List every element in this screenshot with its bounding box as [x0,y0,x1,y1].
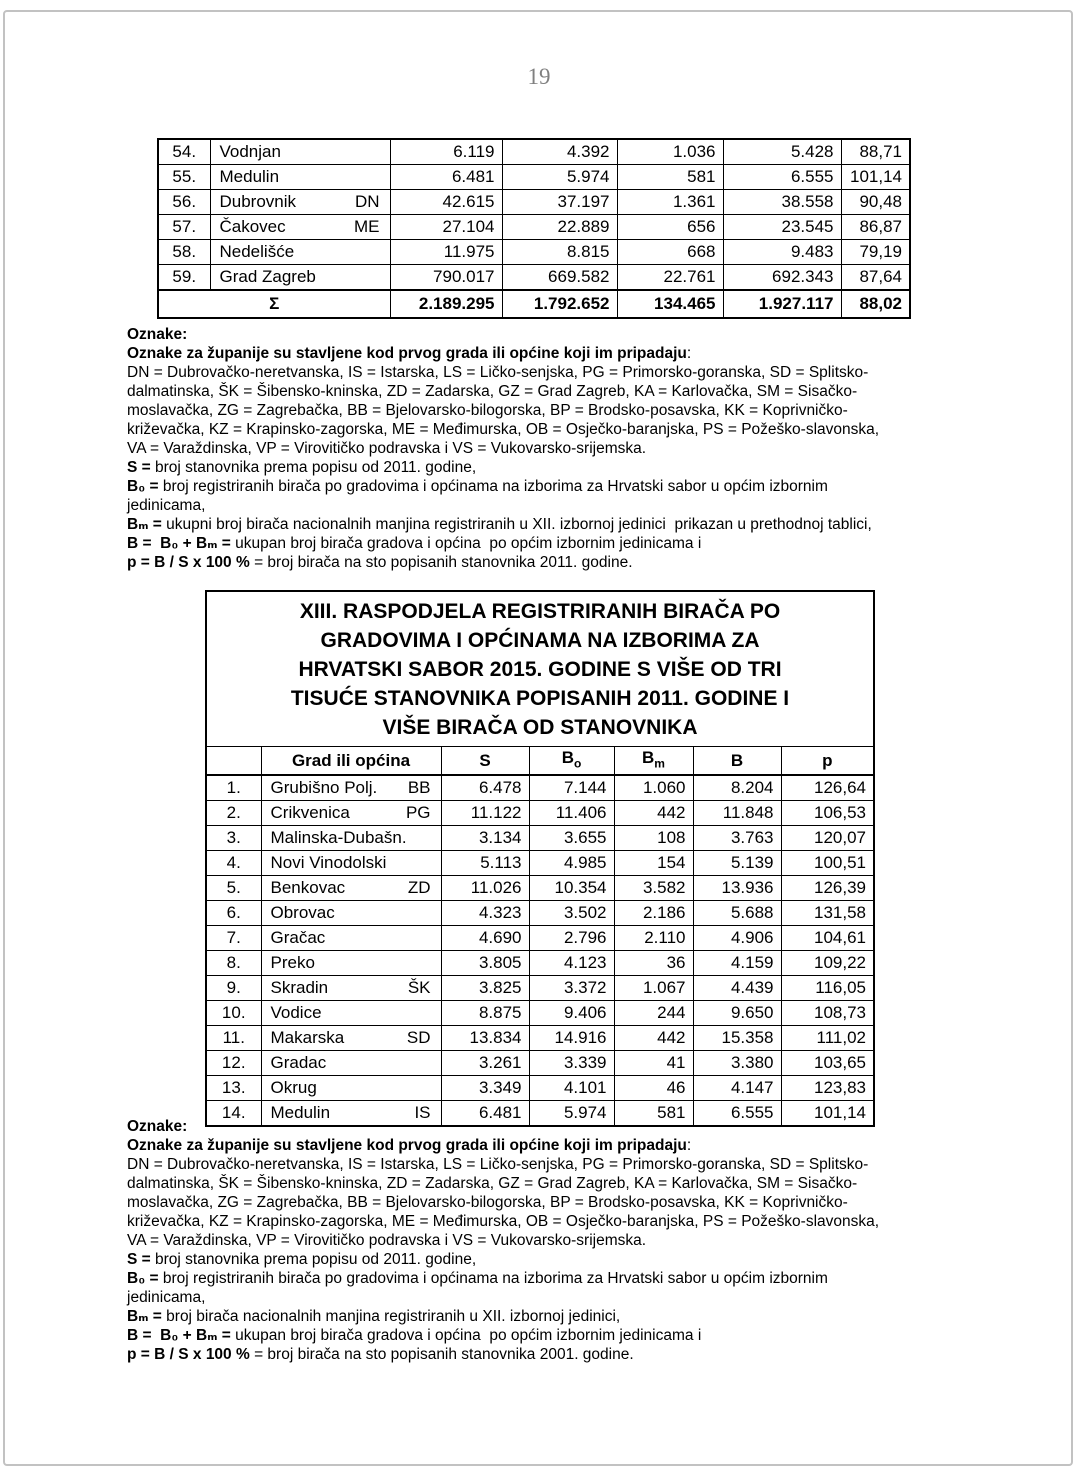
header-s: S [441,747,529,776]
value-b: 11.848 [693,801,781,826]
value-bm: 656 [617,215,723,240]
value-p: 88,71 [841,139,910,165]
city-name: Novi Vinodolski [270,853,387,873]
value-b0: 4.101 [529,1076,614,1101]
value-b: 5.139 [693,851,781,876]
sum-p: 88,02 [841,290,910,318]
city-cell [261,1076,441,1101]
header-empty [206,747,261,776]
value-p: 101,14 [781,1101,874,1127]
legend-line: S = broj stanovnika prema popisu od 2011. godine, [127,459,477,476]
table-row [206,801,874,826]
table-row [206,976,874,1001]
row-number: 5. [206,876,261,901]
legend-line: jedinicama, [127,1289,206,1306]
sum-bm: 134.465 [617,290,723,318]
value-bm: 108 [614,826,693,851]
value-bm: 1.060 [614,775,693,801]
value-p: 79,19 [841,240,910,265]
value-b0: 3.372 [529,976,614,1001]
city-name: Medulin [219,167,280,186]
header-city: Grad ili općina [261,747,441,776]
table-row [206,1076,874,1101]
row-number: 1. [206,775,261,801]
value-b: 4.159 [693,951,781,976]
legend-line: B = B₀ + Bₘ = ukupan broj birača gradova i općina po općim izbornim jedinicama i [127,535,702,552]
table-row [206,1051,874,1076]
row-number: 59. [158,265,210,291]
value-b: 8.204 [693,775,781,801]
city-cell [261,926,441,951]
value-bm: 46 [614,1076,693,1101]
value-b0: 14.916 [529,1026,614,1051]
city-name: Obrovac [270,903,335,923]
value-bm: 1.067 [614,976,693,1001]
value-b: 4.147 [693,1076,781,1101]
title-line: HRVATSKI SABOR 2015. GODINE S VIŠE OD TRI [298,657,782,681]
legend-line: dalmatinska, ŠK = Šibensko-kninska, ZD = Zadarska, GZ = Grad Zagreb, KA = Karlovačka, SM = Sisačko- [127,383,858,400]
value-s: 27.104 [390,215,502,240]
table-row [206,1001,874,1026]
county-code: BB [407,778,431,798]
value-b: 38.558 [723,190,841,215]
value-b0: 3.655 [529,826,614,851]
city-name: Medulin [270,1103,331,1123]
city-cell [261,976,441,1001]
value-s: 3.134 [441,826,529,851]
city-cell [261,951,441,976]
value-b0: 3.502 [529,901,614,926]
value-b0: 5.974 [529,1101,614,1127]
table-row [206,826,874,851]
legend-block-2 [127,1117,879,1364]
value-b0: 2.796 [529,926,614,951]
value-b: 9.483 [723,240,841,265]
value-b: 23.545 [723,215,841,240]
value-b: 9.650 [693,1001,781,1026]
value-bm: 2.110 [614,926,693,951]
value-b0: 5.974 [502,165,617,190]
value-b: 3.763 [693,826,781,851]
value-bm: 22.761 [617,265,723,291]
value-p: 108,73 [781,1001,874,1026]
value-b: 13.936 [693,876,781,901]
value-p: 104,61 [781,926,874,951]
value-s: 13.834 [441,1026,529,1051]
value-s: 3.349 [441,1076,529,1101]
legend-block-1 [127,325,879,572]
county-code: ZD [407,878,431,898]
table-row [206,775,874,801]
legend-line: Oznake za županije su stavljene kod prvog grada ili općine koji im pripadaju: [127,345,692,362]
value-bm: 1.036 [617,139,723,165]
table-row [158,165,910,190]
value-b0: 37.197 [502,190,617,215]
value-p: 120,07 [781,826,874,851]
city-name: Čakovec [219,217,286,236]
value-bm: 581 [614,1101,693,1127]
row-number: 55. [158,165,210,190]
city-cell [210,190,390,215]
city-name: Crikvenica [270,803,350,823]
city-cell [210,240,390,265]
header-bm: $B_m$ [614,747,693,776]
value-s: 4.323 [441,901,529,926]
value-p: 131,58 [781,901,874,926]
city-name: Dubrovnik [219,192,297,211]
value-s: 790.017 [390,265,502,291]
value-s: 6.119 [390,139,502,165]
city-name: Gračac [270,928,326,948]
row-number: 14. [206,1101,261,1127]
table-row [158,190,910,215]
city-name: Nedelišće [219,242,295,261]
row-number: 57. [158,215,210,240]
value-bm: 581 [617,165,723,190]
value-b: 5.688 [693,901,781,926]
table-row [206,901,874,926]
table-row [206,1026,874,1051]
row-number: 12. [206,1051,261,1076]
legend-line: p = B / S x 100 % = broj birača na sto popisanih stanovnika 2011. godine. [127,554,633,571]
row-number: 56. [158,190,210,215]
value-p: 86,87 [841,215,910,240]
row-number: 3. [206,826,261,851]
county-code: IS [414,1103,431,1123]
legend-line: križevačka, KZ = Krapinsko-zagorska, ME = Međimurska, OB = Osječko-baranjska, PS = Požeško-slavonska, [127,421,880,438]
value-b: 6.555 [723,165,841,190]
title-line: GRADOVIMA I OPĆINAMA NA IZBORIMA ZA [320,628,760,652]
legend-line: dalmatinska, ŠK = Šibensko-kninska, ZD = Zadarska, GZ = Grad Zagreb, KA = Karlovačka, SM = Sisačko- [127,1175,858,1192]
city-cell [261,775,441,801]
value-bm: 36 [614,951,693,976]
value-b: 4.906 [693,926,781,951]
value-p: 126,39 [781,876,874,901]
city-cell [261,851,441,876]
city-cell [261,901,441,926]
value-b: 692.343 [723,265,841,291]
value-s: 6.478 [441,775,529,801]
value-bm: 41 [614,1051,693,1076]
city-cell [261,876,441,901]
city-cell [261,826,441,851]
city-name: Benkovac [270,878,346,898]
city-name: Grubišno Polj. [270,778,378,798]
city-name: Makarska [270,1028,345,1048]
value-b: 5.428 [723,139,841,165]
city-cell [210,165,390,190]
row-number: 13. [206,1076,261,1101]
legend-line: Bₘ = ukupni broj birača nacionalnih manjina registriranih u XII. izbornoj jedinici prikazan u prethodnoj tablici, [127,516,872,533]
city-name: Skradin [270,978,329,998]
value-b: 6.555 [693,1101,781,1127]
value-bm: 442 [614,801,693,826]
value-s: 42.615 [390,190,502,215]
voters-table-continuation [157,138,911,319]
legend-line: VA = Varaždinska, VP = Virovitičko podravska i VS = Vukovarsko-srijemska. [127,1232,647,1249]
value-s: 4.690 [441,926,529,951]
value-s: 3.261 [441,1051,529,1076]
value-p: 90,48 [841,190,910,215]
sum-label: Σ [158,290,390,318]
value-b0: 4.985 [529,851,614,876]
value-bm: 442 [614,1026,693,1051]
title-line: TISUĆE STANOVNIKA POPISANIH 2011. GODINE I [290,686,790,710]
value-b0: 4.392 [502,139,617,165]
city-cell [210,265,390,291]
value-p: 116,05 [781,976,874,1001]
table-title-row [206,591,874,747]
sum-s: 2.189.295 [390,290,502,318]
table-row [158,240,910,265]
city-name: Vodice [270,1003,322,1023]
value-s: 6.481 [441,1101,529,1127]
value-p: 101,14 [841,165,910,190]
value-bm: 154 [614,851,693,876]
legend-line: Oznake: [127,326,188,343]
sum-row [158,290,910,318]
legend-line: B = B₀ + Bₘ = ukupan broj birača gradova i općina po općim izbornim jedinicama i [127,1327,702,1344]
county-code: DN [354,192,380,211]
value-b0: 3.339 [529,1051,614,1076]
value-b: 3.380 [693,1051,781,1076]
county-code: PG [405,803,431,823]
legend-line: VA = Varaždinska, VP = Virovitičko podravska i VS = Vukovarsko-srijemska. [127,440,647,457]
city-cell [261,801,441,826]
header-b: B [693,747,781,776]
value-b0: 10.354 [529,876,614,901]
legend-line: S = broj stanovnika prema popisu od 2011. godine, [127,1251,477,1268]
value-s: 11.975 [390,240,502,265]
row-number: 7. [206,926,261,951]
value-b0: 669.582 [502,265,617,291]
table-row [206,851,874,876]
legend-line: moslavačka, ZG = Zagrebačka, BB = Bjelovarsko-bilogorska, BP = Brodsko-posavska, KK = Koprivničko- [127,402,848,419]
value-b0: 7.144 [529,775,614,801]
value-p: 126,64 [781,775,874,801]
value-p: 123,83 [781,1076,874,1101]
row-number: 10. [206,1001,261,1026]
row-number: 6. [206,901,261,926]
legend-line: Oznake za županije su stavljene kod prvog grada ili općine koji im pripadaju: [127,1137,692,1154]
value-s: 8.875 [441,1001,529,1026]
value-s: 5.113 [441,851,529,876]
table-row [158,215,910,240]
city-name: Vodnjan [219,142,281,161]
city-cell [261,1051,441,1076]
sum-b: 1.927.117 [723,290,841,318]
row-number: 11. [206,1026,261,1051]
value-s: 11.122 [441,801,529,826]
value-s: 3.825 [441,976,529,1001]
value-b: 15.358 [693,1026,781,1051]
value-bm: 3.582 [614,876,693,901]
row-number: 8. [206,951,261,976]
city-cell [261,1001,441,1026]
value-b0: 9.406 [529,1001,614,1026]
row-number: 4. [206,851,261,876]
legend-line: DN = Dubrovačko-neretvanska, IS = Istarska, LS = Ličko-senjska, PG = Primorsko-goranska, SD = Splitsko- [127,364,869,381]
county-code: SD [406,1028,431,1048]
row-number: 9. [206,976,261,1001]
city-cell [210,215,390,240]
value-p: 109,22 [781,951,874,976]
voters-table-2015 [205,590,875,1127]
value-p: 111,02 [781,1026,874,1051]
value-b0: 8.815 [502,240,617,265]
value-b0: 4.123 [529,951,614,976]
title-line: XIII. RASPODJELA REGISTRIRANIH BIRAČA PO [299,599,781,623]
value-bm: 244 [614,1001,693,1026]
legend-line: B₀ = broj registriranih birača po gradovima i općinama na izborima za Hrvatski sabor u općim izbornim [127,1270,828,1287]
table-row [158,139,910,165]
value-bm: 668 [617,240,723,265]
value-bm: 1.361 [617,190,723,215]
legend-line: B₀ = broj registriranih birača po gradovima i općinama na izborima za Hrvatski sabor u općim izbornim [127,478,828,495]
table-row [206,926,874,951]
table-row [206,951,874,976]
row-number: 2. [206,801,261,826]
legend-line: DN = Dubrovačko-neretvanska, IS = Istarska, LS = Ličko-senjska, PG = Primorsko-goranska, SD = Splitsko- [127,1156,869,1173]
legend-line: križevačka, KZ = Krapinsko-zagorska, ME = Međimurska, OB = Osječko-baranjska, PS = Požeško-slavonska, [127,1213,880,1230]
header-b0: $B_o$ [529,747,614,776]
page-number: 19 [527,64,551,89]
legend-line: p = B / S x 100 % = broj birača na sto popisanih stanovnika 2001. godine. [127,1346,634,1363]
county-code: ME [354,217,380,236]
table-row [158,265,910,291]
legend-line: Oznake: [127,1118,188,1135]
sum-b0: 1.792.652 [502,290,617,318]
value-s: 6.481 [390,165,502,190]
value-p: 103,65 [781,1051,874,1076]
title-line: VIŠE BIRAČA OD STANOVNIKA [382,715,698,739]
city-name: Okrug [270,1078,317,1098]
value-bm: 2.186 [614,901,693,926]
value-p: 87,64 [841,265,910,291]
legend-line: moslavačka, ZG = Zagrebačka, BB = Bjelovarsko-bilogorska, BP = Brodsko-posavska, KK = Koprivničko- [127,1194,848,1211]
value-s: 3.805 [441,951,529,976]
table-row [206,876,874,901]
city-name: Grad Zagreb [219,267,316,286]
city-cell [210,139,390,165]
header-p: p [781,747,874,776]
city-name: Malinska-Dubašn. [270,828,407,848]
table-header-row [206,747,874,776]
table-title [206,591,874,747]
value-p: 106,53 [781,801,874,826]
row-number: 58. [158,240,210,265]
legend-line: Bₘ = broj birača nacionalnih manjina registriranih u XII. izbornoj jedinici, [127,1308,621,1325]
legend-line: jedinicama, [127,497,206,514]
row-number: 54. [158,139,210,165]
county-code: ŠK [407,978,431,998]
city-name: Gradac [270,1053,327,1073]
city-cell [261,1026,441,1051]
value-b: 4.439 [693,976,781,1001]
city-name: Preko [270,953,315,973]
value-b0: 11.406 [529,801,614,826]
value-p: 100,51 [781,851,874,876]
value-b0: 22.889 [502,215,617,240]
value-s: 11.026 [441,876,529,901]
